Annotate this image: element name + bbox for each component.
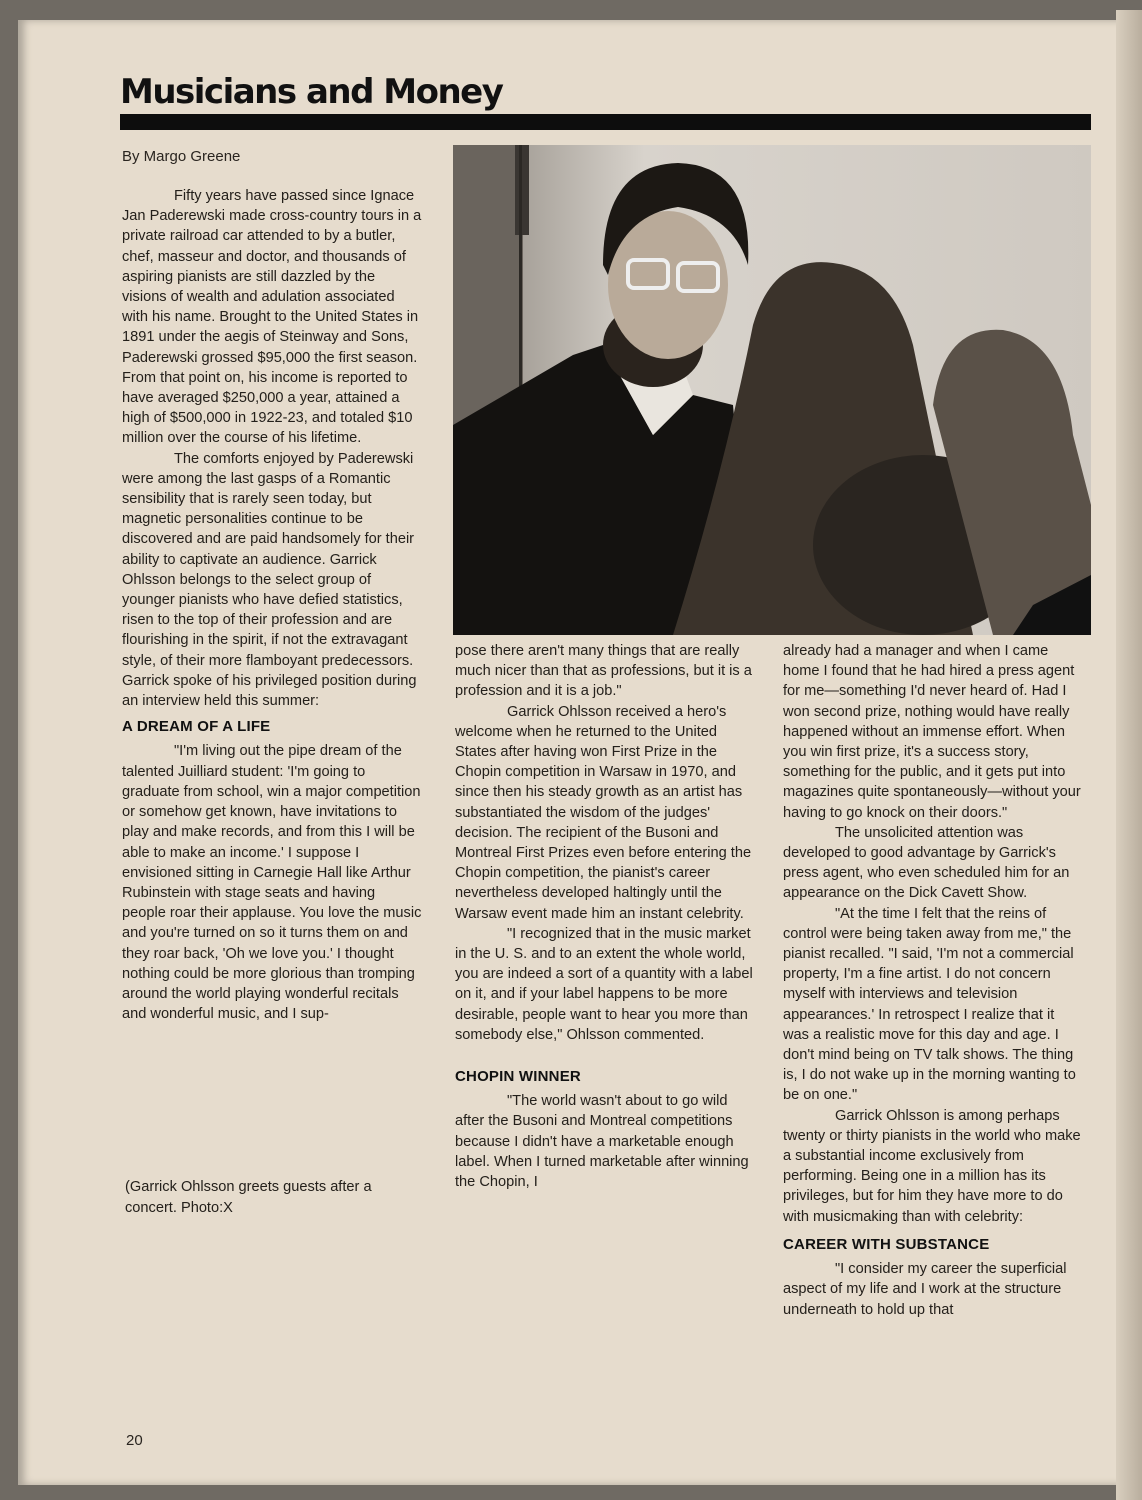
next-page-edge: [1116, 10, 1142, 1500]
column-3: [783, 641, 1081, 1320]
paragraph: "At the time I felt that the reins of control were being taken away from me," the pianist recalled. "I said, 'I'm not a commercial property, I'm a fine artist. I do not concern myself with interviews and television appearances.' In retrospect I realize that it was a realistic move for this day and age. I don't mind being on TV talk shows. The thing is, I do not wake up in the morning wanting to be on one.": [783, 905, 1076, 1104]
paragraph: Garrick Ohlsson is among perhaps twenty or thirty pianists in the world who make a substantial income exclusively from performing. Being one in a million has its privileges, but for him they have more to do with musicmaking than with celebrity:: [783, 1107, 1081, 1225]
paragraph: "I'm living out the pipe dream of the talented Juilliard student: 'I'm going to graduate from school, win a major competition or somehow get known, have invitations to play and make records, and from this I will be able to make an income.' I suppose I envisioned sitting in Carnegie Hall like Arthur Rubinstein with stage seats and having people roar their applause. You love the music and you're turned on so it turns them on and they roar back, 'Oh we love you.' I thought nothing could be more glorious than tromping around the world playing wonderful recitals and wonderful music, and I sup-: [122, 743, 422, 1023]
article-title: Musicians and Money: [120, 72, 503, 112]
paragraph: already had a manager and when I came home I found that he had hired a press agent for me—something I'd never heard of. Had I won second prize, nothing would have really happened without an immense effort. When you win first prize, it's a success story, something for the public, and it gets put into magazines quite spontaneously—without your having to go knock on their doors.": [783, 643, 1081, 821]
byline: By Margo Greene: [122, 148, 241, 165]
title-rule: [120, 114, 1091, 130]
paragraph: Garrick Ohlsson received a hero's welcome when he returned to the United States after having won First Prize in the Chopin competition in Warsaw in 1970, and since then his steady growth as an artist has substantiated the wisdom of the judges' decision. The recipient of the Busoni and Montreal First Prizes even before entering the Chopin competition, the pianist's career nevertheless developed haltingly until the Warsaw event made him an instant celebrity.: [455, 703, 752, 922]
article-photo: [453, 145, 1091, 635]
section-heading: CAREER WITH SUBSTANCE: [783, 1235, 990, 1253]
photo-caption: (Garrick Ohlsson greets guests after a concert. Photo:X: [125, 1179, 372, 1216]
paragraph: The unsolicited attention was developed to good advantage by Garrick's press agent, who even scheduled him for an appearance on the Dick Cavett Show.: [783, 824, 1070, 902]
section-heading: A DREAM OF A LIFE: [122, 718, 271, 736]
paragraph: "The world wasn't about to go wild after the Busoni and Montreal competitions because I didn't have a marketable enough label. When I turned marketable after winning the Chopin, I: [455, 1093, 749, 1191]
paragraph: "I recognized that in the music market in the U. S. and to an extent the whole world, you are indeed a sort of a quantity with a label on it, and if your label happens to be more desirable, people want to hear you more than somebody else," Ohlsson commented.: [455, 925, 753, 1043]
paragraph: pose there aren't many things that are really much nicer than that as professions, but it is a profession and it is a job.": [455, 643, 752, 700]
column-1: [122, 186, 422, 1024]
paragraph: The comforts enjoyed by Paderewski were among the last gasps of a Romantic sensibility that is rarely seen today, but magnetic personalities continue to be discovered and are paid handsomely for their ability to captivate an audience. Garrick Ohlsson belongs to the select group of younger pianists who have defied statistics, risen to the top of their profession and are flourishing in the spirit, if not the extravagant style, of their more flamboyant predecessors. Garrick spoke of his privileged position during an interview held this summer:: [122, 450, 417, 710]
photo-illustration: [453, 145, 1091, 635]
column-2: [455, 641, 753, 1192]
section-heading: CHOPIN WINNER: [455, 1068, 581, 1086]
paragraph: Fifty years have passed since Ignace Jan Paderewski made cross-country tours in a private railroad car attended to by a butler, chef, masseur and doctor, and thousands of aspiring pianists are still dazzled by the visions of wealth and adulation associated with his name. Brought to the United States in 1891 under the aegis of Steinway and Sons, Paderewski grossed $95,000 the first season. From that point on, his income is reported to have averaged $250,000 a year, attained a high of $500,000 in 1922-23, and totaled $10 million over the course of his lifetime.: [122, 188, 422, 447]
page-number: 20: [126, 1432, 143, 1449]
paragraph: "I consider my career the superficial aspect of my life and I work at the structure underneath to hold up that: [783, 1261, 1067, 1318]
